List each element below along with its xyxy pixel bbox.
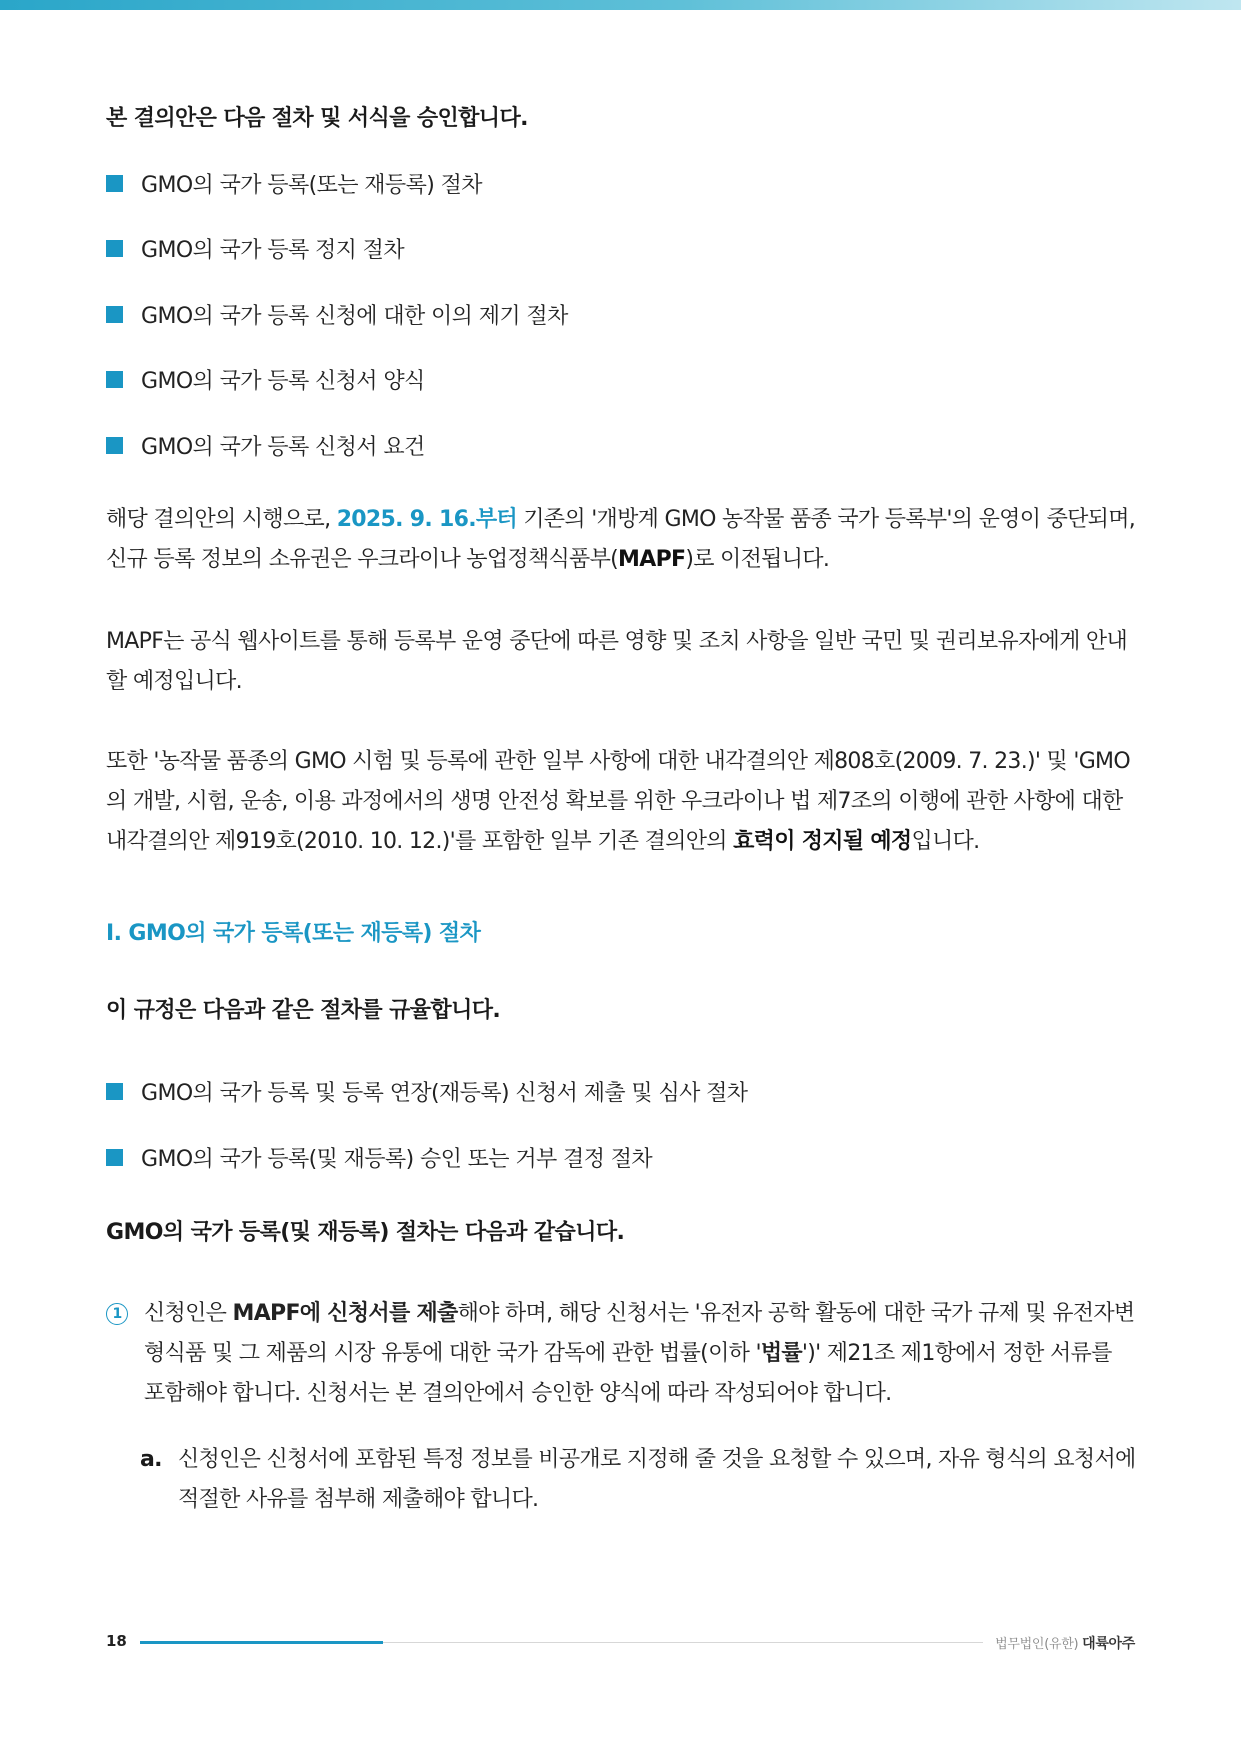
paragraph-notice: MAPF는 공식 웹사이트를 통해 등록부 운영 중단에 따른 영향 및 조치 사항을 일반 국민 및 권리보유자에게 안내할 예정입니다.: [106, 629, 1128, 694]
procedure-step-1a: a. 신청인은 신청서에 포함된 특정 정보를 비공개로 지정해 줄 것을 요청할 수 있으며, 자유 형식의 요청서에 적절한 사유를 첨부해 제출해야 합니다.: [140, 1440, 1136, 1520]
procedure-step-1: 1 신청인은 MAPF에 신청서를 제출해야 하며, 해당 신청서는 '유전자 공학 활동에 대한 국가 규제 및 유전자변형식품 및 그 제품의 시장 유통에 대한 국가 감독에 관한 법률(이하 '법률')' 제21조 제1항에서 정한 서류를 포함해야 합니다. 신청서는 본 결의안에서 승인한 양식에 따라 작성되어야 합니다.: [106, 1294, 1136, 1414]
approved-item: GMO의 국가 등록 정지 절차: [106, 231, 404, 265]
rule-item: GMO의 국가 등록 및 등록 연장(재등록) 신청서 제출 및 심사 절차: [106, 1074, 747, 1108]
effective-date: 2025. 9. 16.부터: [336, 507, 517, 532]
firm-brand: 대륙아주: [1082, 1636, 1135, 1652]
intro-heading: 본 결의안은 다음 절차 및 서식을 승인합니다.: [106, 106, 528, 131]
square-bullet-icon: [106, 240, 123, 257]
square-bullet-icon: [106, 306, 123, 323]
approved-item: GMO의 국가 등록 신청서 양식: [106, 362, 425, 396]
footer-divider: [383, 1642, 983, 1643]
square-bullet-icon: [106, 1149, 123, 1166]
sub-item-letter: a.: [140, 1447, 162, 1472]
page-number: 18: [106, 1632, 127, 1650]
square-bullet-icon: [106, 371, 123, 388]
approved-item: GMO의 국가 등록 신청서 요건: [106, 428, 425, 462]
footer-accent-line: [140, 1641, 383, 1644]
square-bullet-icon: [106, 175, 123, 192]
rule-heading: 이 규정은 다음과 같은 절차를 규율합니다.: [106, 998, 501, 1023]
circled-number-icon: 1: [106, 1303, 128, 1325]
section-title: I. GMO의 국가 등록(또는 재등록) 절차: [106, 921, 481, 946]
square-bullet-icon: [106, 1083, 123, 1100]
approved-item: GMO의 국가 등록 신청에 대한 이의 제기 절차: [106, 297, 568, 331]
firm-name: 법무법인(유한) 대륙아주: [995, 1636, 1135, 1652]
approved-item: GMO의 국가 등록(또는 재등록) 절차: [106, 166, 482, 200]
paragraph-suspension: 또한 '농작물 품종의 GMO 시험 및 등록에 관한 일부 사항에 대한 내각결의안 제808호(2009. 7. 23.)' 및 'GMO의 개발, 시험, 운송, 이용 과정에서의 생명 안전성 확보를 위한 우크라이나 법 제7조의 이행에 관한 사항에 대한 내각결의안 제919호(2010. 10. 12.)'를 포함한 일부 기존 결의안의 효력이 정지될 예정입니다.: [106, 749, 1130, 854]
rule-item: GMO의 국가 등록(및 재등록) 승인 또는 거부 결정 절차: [106, 1140, 652, 1174]
paragraph-transfer: 해당 결의안의 시행으로, 2025. 9. 16.부터 기존의 '개방계 GMO 농작물 품종 국가 등록부'의 운영이 중단되며, 신규 등록 정보의 소유권은 우크라이나 농업정책식품부(MAPF)로 이전됩니다.: [106, 507, 1136, 572]
top-accent-bar: [0, 0, 1241, 10]
square-bullet-icon: [106, 437, 123, 454]
procedure-heading: GMO의 국가 등록(및 재등록) 절차는 다음과 같습니다.: [106, 1220, 625, 1245]
